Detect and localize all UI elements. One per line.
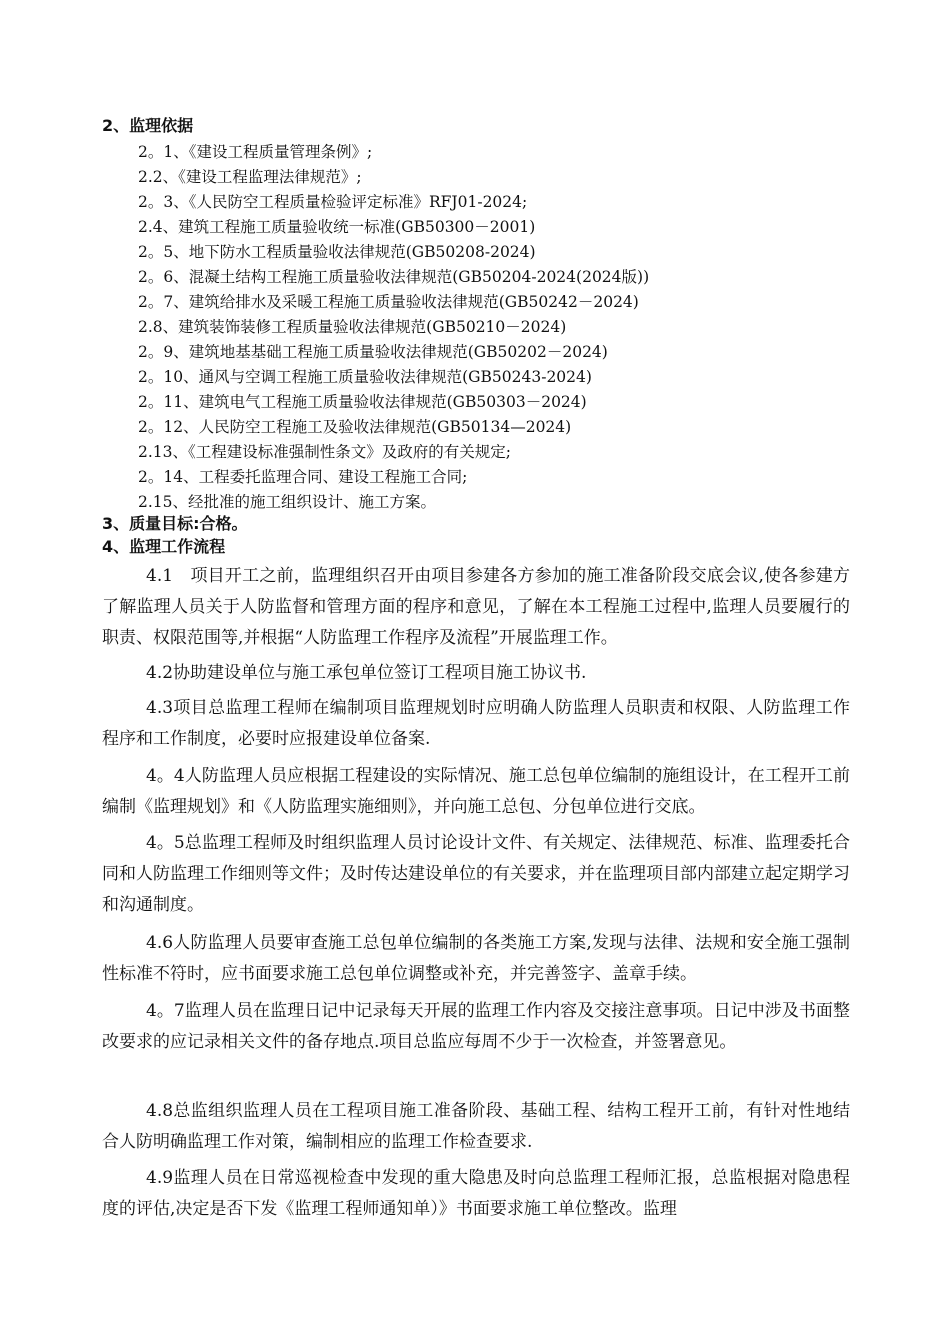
workflow-paragraph: 4.3项目总监理工程师在编制项目监理规划时应明确人防监理人员职责和权限、人防监理工作程序和工作制度，必要时应报建设单位备案. — [102, 698, 850, 749]
reference-item: 2.4、建筑工程施工质量验收统一标准(GB50300－2001) — [138, 218, 536, 236]
workflow-paragraph: 4.1 项目开工之前，监理组织召开由项目参建各方参加的施工准备阶段交底会议,使各参建方了解监理人员关于人防监督和管理方面的程序和意见，了解在本工程施工过程中,监理人员要履行的职责、权限范围等,并根据“人防监理工作程序及流程”开展监理工作。 — [102, 566, 850, 648]
workflow-paragraph: 4.9监理人员在日常巡视检查中发现的重大隐患及时向总监理工程师汇报，总监根据对隐患程度的评估,决定是否下发《监理工程师通知单）》书面要求施工单位整改。监理 — [102, 1168, 850, 1219]
workflow-paragraph: 4.8总监组织监理人员在工程项目施工准备阶段、基础工程、结构工程开工前，有针对性地结合人防明确监理工作对策，编制相应的监理工作检查要求. — [102, 1101, 850, 1152]
reference-item: 2。5、地下防水工程质量验收法律规范(GB50208-2024) — [138, 243, 536, 261]
section-heading-workflow: 4、监理工作流程 — [102, 537, 226, 556]
reference-item: 2.8、建筑装饰装修工程质量验收法律规范(GB50210－2024) — [138, 318, 567, 336]
workflow-paragraph: 4。5总监理工程师及时组织监理人员讨论设计文件、有关规定、法律规范、标准、监理委托合同和人防监理工作细则等文件；及时传达建设单位的有关要求，并在监理项目部内部建立起定期学习和沟通制度。 — [102, 833, 850, 915]
section-heading-basis: 2、监理依据 — [102, 116, 194, 135]
reference-item: 2。14、工程委托监理合同、建设工程施工合同; — [138, 468, 468, 486]
reference-item: 2。3、《人民防空工程质量检验评定标准》RFJ01-2024; — [138, 193, 528, 211]
workflow-paragraph: 4.6人防监理人员要审查施工总包单位编制的各类施工方案,发现与法律、法规和安全施工强制性标准不符时，应书面要求施工总包单位调整或补充，并完善签字、盖章手续。 — [102, 933, 850, 984]
reference-item: 2。1、《建设工程质量管理条例》; — [138, 143, 373, 161]
section-heading-quality: 3、质量目标:合格。 — [102, 514, 248, 533]
reference-item: 2.2、《建设工程监理法律规范》; — [138, 168, 362, 186]
reference-item: 2.15、经批准的施工组织设计、施工方案。 — [138, 493, 437, 511]
reference-item: 2。12、人民防空工程施工及验收法律规范(GB50134—2024) — [138, 418, 572, 436]
reference-item: 2。9、建筑地基基础工程施工质量验收法律规范(GB50202－2024) — [138, 343, 608, 361]
reference-item: 2.13、《工程建设标准强制性条文》及政府的有关规定; — [138, 443, 511, 461]
reference-item: 2。10、通风与空调工程施工质量验收法律规范(GB50243-2024) — [138, 368, 592, 386]
workflow-paragraph: 4.2协助建设单位与施工承包单位签订工程项目施工协议书. — [146, 663, 587, 683]
reference-item: 2。6、混凝土结构工程施工质量验收法律规范(GB50204-2024(2024版)) — [138, 268, 650, 286]
reference-item: 2。7、建筑给排水及采暖工程施工质量验收法律规范(GB50242－2024) — [138, 293, 639, 311]
workflow-paragraph: 4。7监理人员在监理日记中记录每天开展的监理工作内容及交接注意事项。日记中涉及书面整改要求的应记录相关文件的备存地点.项目总监应每周不少于一次检查，并签署意见。 — [102, 1001, 850, 1052]
workflow-paragraph: 4。4人防监理人员应根据工程建设的实际情况、施工总包单位编制的施组设计，在工程开工前编制《监理规划》和《人防监理实施细则》，并向施工总包、分包单位进行交底。 — [102, 766, 850, 817]
reference-item: 2。11、建筑电气工程施工质量验收法律规范(GB50303－2024) — [138, 393, 587, 411]
